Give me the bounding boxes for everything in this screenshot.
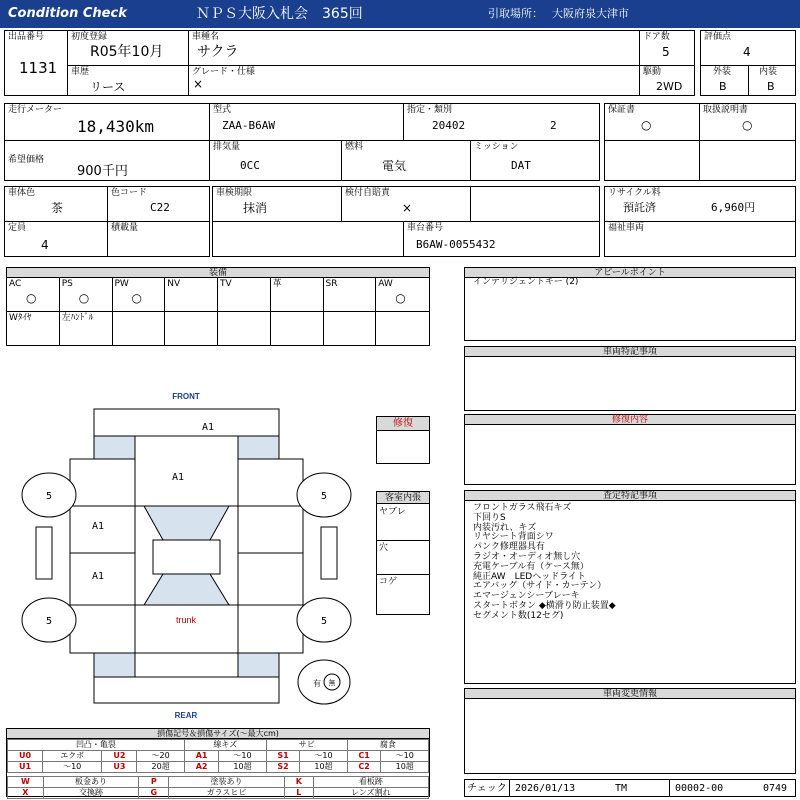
legend-code: A1 xyxy=(184,751,218,762)
equipment-mark: ○ xyxy=(78,291,90,305)
mileage-box xyxy=(4,103,210,141)
tire-rr-mark: 5 xyxy=(320,616,328,627)
cabin-divider xyxy=(377,574,429,575)
front-label: FRONT xyxy=(172,392,200,401)
equipment-title: 装備 xyxy=(7,268,429,278)
legend-code: K xyxy=(284,777,313,788)
equipment-cell-row2 xyxy=(113,312,166,345)
equipment-cell-aw xyxy=(376,278,429,312)
check-footer xyxy=(464,779,796,797)
front-right-light xyxy=(238,436,279,459)
car-diagram xyxy=(0,380,380,725)
equipment-mark: ○ xyxy=(131,291,142,305)
capacity-value: 4 xyxy=(41,238,49,252)
special-title: 車両特記事項 xyxy=(465,347,795,357)
grade-value: × xyxy=(193,77,204,91)
recycle-status: 預託済 xyxy=(623,201,656,214)
car-name-label: 車種名 xyxy=(192,32,220,42)
legend-desc: 10超 xyxy=(219,762,267,773)
car-name-box xyxy=(188,30,640,66)
legend-desc: ガラスヒビ xyxy=(169,788,285,799)
brand-title: Condition Check xyxy=(8,6,127,21)
legend-code: X xyxy=(8,788,44,799)
rear-label: REAR xyxy=(174,711,198,720)
inspection-note-line: エアバッグ（サイド・カーテン） xyxy=(473,581,607,592)
equipment-label: 左ﾊﾝﾄﾞﾙ xyxy=(61,313,94,323)
legend-desc: 塗装あり xyxy=(169,777,285,788)
history-box xyxy=(67,65,189,96)
manual-label: 取扱説明書 xyxy=(703,105,749,115)
first-reg-value: R05年10月 xyxy=(90,44,164,60)
chassis-value: B6AW-0055432 xyxy=(416,238,496,251)
front-left-light xyxy=(94,436,135,459)
equipment-cell-row2 xyxy=(60,312,113,345)
capacity-label: 定員 xyxy=(8,223,27,233)
spare-mark: 無 xyxy=(328,679,336,687)
appeal-text: インテリジェントキー (2) xyxy=(473,277,579,287)
equipment-cell-革 xyxy=(271,278,324,312)
equipment-cell-ps xyxy=(60,278,113,312)
legend-desc: 20超 xyxy=(137,762,185,773)
price-value: 900千円 xyxy=(77,164,128,179)
equipment-cell-nv xyxy=(165,278,218,312)
equipment-label: NV xyxy=(167,279,181,289)
legend-code: G xyxy=(139,788,169,799)
equipment-cell-row2 xyxy=(165,312,218,345)
inspection-note-line: エマージェンシーブレーキ xyxy=(473,591,580,602)
drive-value: 2WD xyxy=(656,80,683,93)
model-box xyxy=(209,103,404,141)
color-box xyxy=(4,186,108,222)
displacement-value: 0CC xyxy=(240,159,260,172)
manual-value: ○ xyxy=(742,118,753,132)
repair-box xyxy=(376,416,430,464)
repair-title: 修復 xyxy=(377,417,429,431)
fuel-value: 電気 xyxy=(382,159,407,173)
legend-desc: 〜10 xyxy=(300,751,348,762)
footer-divider xyxy=(669,780,670,796)
load-box xyxy=(107,221,210,257)
legend-code: S2 xyxy=(266,762,299,773)
color-value: 茶 xyxy=(51,201,64,215)
legend-group-header: 腐食 xyxy=(347,740,428,751)
mark-front-upper: A1 xyxy=(201,422,215,433)
damage-legend xyxy=(6,728,430,797)
inspection-notes-title: 査定特記事項 xyxy=(465,491,795,501)
legend-desc: 板金あり xyxy=(43,777,139,788)
color-code-label: 色コード xyxy=(111,188,148,198)
score-label: 評価点 xyxy=(704,32,732,42)
legend-code: U1 xyxy=(8,762,43,773)
legend-code: A2 xyxy=(184,762,218,773)
right-mirror xyxy=(321,527,337,579)
legend-desc: レンズ割れ xyxy=(313,788,428,799)
cabin-title: 客室内張 xyxy=(377,492,429,504)
legend-group-header: サビ xyxy=(266,740,347,751)
history-label: 車歴 xyxy=(71,67,90,77)
equipment-mark: ○ xyxy=(395,291,406,305)
welfare-label: 福祉車両 xyxy=(608,223,645,233)
equipment-cell-sr xyxy=(324,278,377,312)
mark-left-rear-door: A1 xyxy=(91,571,105,582)
equipment-mark: ○ xyxy=(26,291,37,305)
check-number: 0749 xyxy=(763,783,788,794)
legend-code: P xyxy=(139,777,169,788)
legend-code: C1 xyxy=(347,751,381,762)
inspection-label: 車検期限 xyxy=(216,188,253,198)
drive-box xyxy=(639,65,695,96)
displacement-box xyxy=(209,140,342,181)
left-mirror xyxy=(36,527,52,579)
right-rear-door xyxy=(238,553,303,605)
inspection-note-line: 充電ケーブル有（ケース無） xyxy=(473,561,589,572)
legend-code: W xyxy=(8,777,44,788)
right-front-fender xyxy=(238,459,303,506)
mileage-label: 走行メーター xyxy=(8,105,63,115)
grade-box xyxy=(188,65,640,96)
legend-desc: 〜10 xyxy=(219,751,267,762)
exterior-box xyxy=(700,65,749,96)
legend-desc: エクボ xyxy=(42,751,101,762)
chassis-box xyxy=(403,221,600,257)
left-front-fender xyxy=(70,459,135,506)
recycle-box xyxy=(604,186,796,222)
check-staff: TM xyxy=(615,783,628,794)
cabin-item-burn: コゲ xyxy=(379,577,398,587)
first-reg-box xyxy=(67,30,189,66)
right-front-door xyxy=(238,506,303,553)
legend-table-area xyxy=(7,739,429,799)
displacement-label: 排気量 xyxy=(213,142,241,152)
model-value: ZAA-B6AW xyxy=(222,119,275,132)
price-label: 希望価格 xyxy=(8,155,45,165)
legend-desc: 〜10 xyxy=(381,751,429,762)
equipment-label: 革 xyxy=(272,279,282,289)
legend-code: U2 xyxy=(102,751,137,762)
empty-box-3 xyxy=(470,186,600,222)
insurance-label: 検付自賠責 xyxy=(345,188,391,198)
inspection-note-line: パンク修理器具有 xyxy=(473,542,545,553)
legend-desc: 交換跡 xyxy=(43,788,139,799)
chassis-label: 車台番号 xyxy=(407,223,444,233)
grade-label: グレード・仕様 xyxy=(192,67,256,77)
cabin-item-tear: ヤブレ xyxy=(379,507,406,517)
warranty-box xyxy=(604,103,700,141)
lot-box xyxy=(4,30,68,96)
tire-fl-mark: 5 xyxy=(45,491,53,502)
warranty-value: ○ xyxy=(641,118,652,132)
legend-code: C2 xyxy=(347,762,381,773)
roof-panel xyxy=(153,540,220,574)
pickup-value: 大阪府泉大津市 xyxy=(552,7,629,20)
color-label: 車体色 xyxy=(8,188,36,198)
equipment-cell-pw xyxy=(113,278,166,312)
equipment-cell-row2 xyxy=(7,312,60,345)
cabin-item-hole: 穴 xyxy=(379,543,389,553)
category-value: 2 xyxy=(550,119,557,132)
mark-left-front-door: A1 xyxy=(91,521,105,532)
legend-code: L xyxy=(284,788,313,799)
equipment-label: TV xyxy=(220,279,232,289)
change-info-panel xyxy=(464,688,796,774)
lot-number: 1131 xyxy=(19,59,58,77)
inspection-note-line: リヤシート背面シワ xyxy=(473,532,554,543)
inspection-note-line: 内装汚れ、キズ xyxy=(473,522,537,533)
repair-detail-panel xyxy=(464,414,796,485)
interior-value: B xyxy=(767,80,775,93)
check-date: 2026/01/13 xyxy=(515,783,576,794)
tire-rl-mark: 5 xyxy=(45,616,53,627)
spare-label: 有 xyxy=(313,679,321,688)
transmission-label: ミッション xyxy=(474,142,519,152)
inspection-value: 抹消 xyxy=(243,201,268,215)
equipment-panel xyxy=(6,267,430,346)
inspection-note-line: ラジオ・オーディオ無し穴 xyxy=(473,551,581,562)
legend-group-header: 凹凸・亀裂 xyxy=(8,740,185,751)
appeal-title: アピールポイント xyxy=(465,268,795,278)
legend-title: 損傷記号＆損傷サイズ(〜最大cm) xyxy=(7,729,429,739)
designation-value: 20402 xyxy=(432,119,466,132)
designation-box xyxy=(403,103,600,141)
inspection-note-line: セグメント数(12セグ) xyxy=(473,610,564,621)
footer-divider xyxy=(509,780,510,796)
doors-value: 5 xyxy=(662,45,670,59)
legend-desc: 10超 xyxy=(381,762,429,773)
rear-panel xyxy=(135,653,238,677)
cabin-box xyxy=(376,491,430,615)
legend-bottom-table xyxy=(7,776,429,799)
legend-code: U0 xyxy=(8,751,43,762)
header-bar xyxy=(0,0,800,28)
mark-bonnet: A1 xyxy=(171,472,185,483)
left-rear-fender xyxy=(70,605,135,653)
welfare-box xyxy=(604,221,796,257)
designation-label: 指定・類別 xyxy=(407,105,453,115)
appeal-panel xyxy=(464,267,796,341)
trunk-label: trunk xyxy=(175,615,197,625)
auction-title: ＮＰＳ大阪入札会 365回 xyxy=(196,6,363,22)
empty-box-4 xyxy=(212,221,404,257)
exterior-label: 外装 xyxy=(713,67,732,77)
price-box xyxy=(4,140,210,181)
tire-fr-mark: 5 xyxy=(320,491,328,502)
insurance-box xyxy=(341,186,471,222)
change-info-title: 車両変更情報 xyxy=(465,689,795,699)
equipment-cell-row2 xyxy=(324,312,377,345)
recycle-label: リサイクル料 xyxy=(608,188,661,198)
equipment-label: PW xyxy=(114,279,129,289)
capacity-box xyxy=(4,221,108,257)
score-box xyxy=(700,30,796,66)
history-value: リース xyxy=(90,80,126,94)
manual-box xyxy=(699,103,796,141)
inspection-box xyxy=(212,186,342,222)
equipment-label: AC xyxy=(9,279,22,289)
interior-label: 内装 xyxy=(759,67,778,77)
pickup-label: 引取場所： xyxy=(488,7,543,20)
fuel-label: 燃料 xyxy=(345,142,364,152)
repair-detail-title: 修復内容 xyxy=(465,415,795,425)
legend-desc: 10超 xyxy=(300,762,348,773)
legend-desc: 〜10 xyxy=(42,762,101,773)
drive-label: 駆動 xyxy=(643,67,662,77)
doors-label: ドア数 xyxy=(643,32,670,42)
equipment-cell-row2 xyxy=(218,312,271,345)
inspection-note-line: 下回りS xyxy=(473,512,506,523)
lot-label: 出品番号 xyxy=(8,32,45,42)
special-panel xyxy=(464,346,796,411)
equipment-label: Wﾀｲﾔ xyxy=(9,313,32,323)
rear-right-light xyxy=(238,653,279,677)
inspection-notes-list xyxy=(473,504,616,622)
car-name-value: サクラ xyxy=(197,44,239,60)
score-value: 4 xyxy=(743,45,751,59)
legend-code: S1 xyxy=(266,751,299,762)
equipment-cell-ac xyxy=(7,278,60,312)
rear-left-light xyxy=(94,653,135,677)
empty-box-1 xyxy=(604,140,700,181)
front-bumper xyxy=(94,409,279,436)
color-code-box xyxy=(107,186,210,222)
exterior-value: B xyxy=(719,80,727,93)
check-label: チェック xyxy=(467,783,507,794)
legend-top-table xyxy=(7,739,429,773)
equipment-cell-row2 xyxy=(271,312,324,345)
interior-box xyxy=(748,65,796,96)
warranty-label: 保証書 xyxy=(608,105,636,115)
bonnet-panel xyxy=(135,436,238,506)
rear-bumper xyxy=(94,677,279,703)
legend-desc: 〜20 xyxy=(137,751,185,762)
inspection-note-line: スタートボタン ◆横滑り防止装置◆ xyxy=(473,600,616,611)
transmission-box xyxy=(470,140,600,181)
model-label: 型式 xyxy=(213,105,232,115)
fuel-box xyxy=(341,140,471,181)
insurance-value: × xyxy=(402,201,413,215)
equipment-label: AW xyxy=(378,279,393,289)
equipment-cell-row2 xyxy=(376,312,429,345)
recycle-fee: 6,960円 xyxy=(711,201,756,214)
legend-desc: 看板跡 xyxy=(313,777,428,788)
equipment-label: SR xyxy=(325,279,338,289)
doors-box xyxy=(639,30,695,66)
transmission-value: DAT xyxy=(511,159,531,172)
trunk-panel xyxy=(135,605,238,653)
check-code: 00002-00 xyxy=(675,783,724,794)
inspection-notes-panel xyxy=(464,490,796,684)
empty-box-2 xyxy=(699,140,796,181)
equipment-cell-tv xyxy=(218,278,271,312)
legend-group-header: 線キズ xyxy=(184,740,266,751)
cabin-divider xyxy=(377,540,429,541)
inspection-note-line: 純正AW LEDヘッドライト xyxy=(473,571,586,582)
mileage-value: 18,430km xyxy=(77,117,155,136)
load-label: 積載量 xyxy=(111,223,139,233)
equipment-label: PS xyxy=(61,279,73,289)
first-reg-label: 初度登録 xyxy=(71,32,108,42)
color-code-value: C22 xyxy=(150,201,170,214)
right-rear-fender xyxy=(238,605,303,653)
legend-code: U3 xyxy=(102,762,137,773)
inspection-note-line: フロントガラス飛石キズ xyxy=(473,503,572,513)
